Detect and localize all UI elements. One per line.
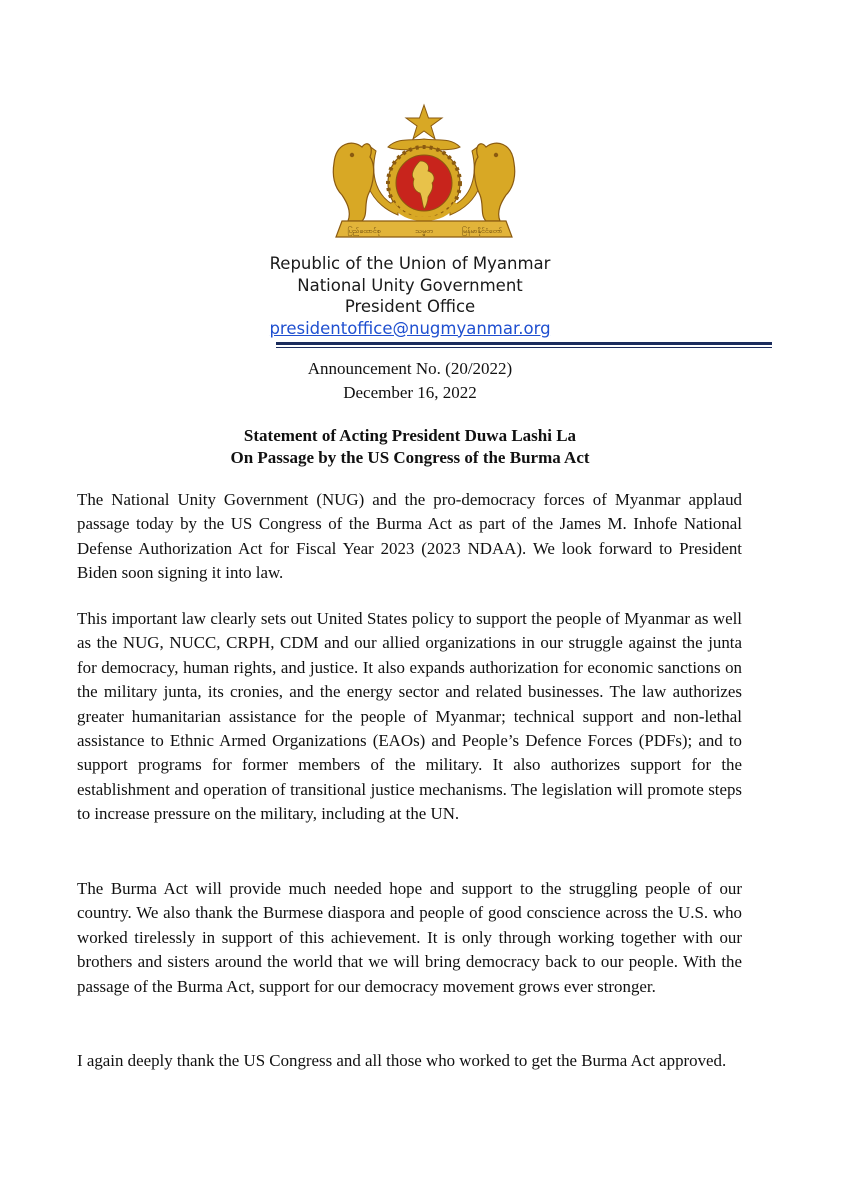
myanmar-state-seal-icon bbox=[328, 103, 520, 245]
header-office: President Office bbox=[344, 297, 476, 316]
title-line-1: Statement of Acting President Duwa Lashi La bbox=[243, 426, 577, 445]
body-paragraph-3: The Burma Act will provide much needed hope and support to the struggling people of our country. We also thank the Burmese diaspora and people of good conscience across the U.S. who worked tirelessly in support of this achievement. It is only through working together with our brothers and sisters around the world that we will bring democracy back to our people. With the passage of the Burma Act, support for our democracy movement grows ever stronger. bbox=[77, 879, 742, 996]
title-line-2: On Passage by the US Congress of the Burma Act bbox=[230, 448, 590, 467]
announcement-block bbox=[210, 357, 610, 405]
header-country: Republic of the Union of Myanmar bbox=[269, 254, 551, 273]
body-paragraph-2: This important law clearly sets out United States policy to support the people of Myanmar as well as the NUG, NUCC, CRPH, CDM and our allied organizations in our struggle against the junta for democracy, human rights, and justice. It also expands authorization for economic sanctions on the military junta, its cronies, and the energy sector and related businesses. The law authorizes greater humanitarian assistance for the people of Myanmar; technical support and non-lethal assistance to Ethnic Armed Organizations (EAOs) and People’s Defence Forces (PDFs); and to support programs for former members of the military. It also authorizes support for the establishment and operation of transitional justice mechanisms. The legislation will promote steps to increase pressure on the military, including at the UN. bbox=[77, 609, 742, 824]
ribbon-text-center: သမ္မတ bbox=[415, 227, 433, 235]
statement-title bbox=[120, 425, 700, 469]
letterhead bbox=[180, 253, 640, 339]
header-email-link[interactable]: presidentoffice@nugmyanmar.org bbox=[269, 318, 551, 338]
header-divider-thin bbox=[276, 347, 772, 348]
header-government: National Unity Government bbox=[297, 275, 523, 295]
header-divider bbox=[276, 342, 772, 345]
body-paragraph-1: The National Unity Government (NUG) and the pro-democracy forces of Myanmar applaud passage today by the US Congress of the Burma Act as part of the James M. Inhofe National Defense Authorization Act for Fiscal Year 2023 (2023 NDAA). We look forward to President Biden soon signing it into law. bbox=[77, 490, 742, 583]
body-paragraph-4: I again deeply thank the US Congress and all those who worked to get the Burma Act approved. bbox=[77, 1051, 727, 1070]
ribbon-text-right: မြန်မာနိုင်ငံတော် bbox=[461, 227, 503, 235]
ribbon-text-left: ပြည်ထောင်စု bbox=[347, 227, 381, 235]
announcement-number: Announcement No. (20/2022) bbox=[307, 359, 513, 378]
announcement-date: December 16, 2022 bbox=[343, 383, 477, 402]
